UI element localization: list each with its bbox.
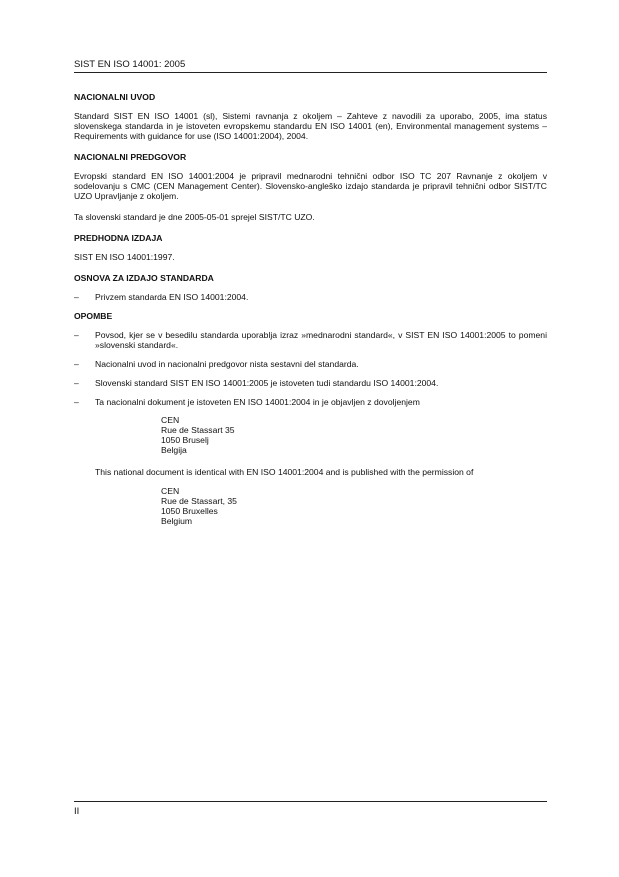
list-item: [74, 397, 547, 455]
address-line: CEN: [161, 486, 180, 496]
page-number: II: [74, 806, 80, 817]
address-line: CEN: [161, 415, 180, 425]
dash-bullet: –: [74, 397, 79, 407]
list-item: [74, 330, 547, 350]
list-item-text: Privzem standarda EN ISO 14001:2004.: [95, 292, 249, 302]
address-sl: [161, 415, 547, 455]
address-line: Rue de Stassart, 35: [161, 496, 237, 506]
list-osnova: [74, 292, 547, 302]
dash-bullet: –: [74, 330, 79, 340]
address-line: Belgium: [161, 516, 193, 526]
footer-rule: [74, 801, 547, 802]
list-item-text: Slovenski standard SIST EN ISO 14001:2005 je istoveten tudi standardu ISO 14001:2004.: [95, 378, 439, 388]
paragraph-predgovor-1: Evropski standard EN ISO 14001:2004 je pripravil mednarodni tehnični odbor ISO TC 207 Ravnanje z okoljem v sodelovanju s CMC (CEN Management Center). Slovensko-angleško izdajo standarda je pripravil tehnični odbor SIST/TC UZO Upravljanje z okoljem.: [74, 171, 547, 201]
address-line: Rue de Stassart 35: [161, 425, 235, 435]
list-item-text: Povsod, kjer se v besedilu standarda uporablja izraz »mednarodni standard«, v SIST EN ISO 14001:2005 to pomeni »slovenski standard«.: [95, 330, 547, 350]
list-item: [74, 292, 547, 302]
heading-osnova: OSNOVA ZA IZDAJO STANDARDA: [74, 273, 214, 283]
heading-nacionalni-predgovor: NACIONALNI PREDGOVOR: [74, 152, 187, 162]
paragraph-nacionalni-uvod: Standard SIST EN ISO 14001 (sl), Sistemi ravnanja z okoljem – Zahteve z navodili za uporabo, 2005, ima status slovenskega standarda in je istoveten evropskemu standardu EN ISO 14001 (en), Environmental management systems – Requirements with guidance for use (ISO 14001:2004), 2004.: [74, 111, 547, 141]
list-opombe: [74, 330, 547, 455]
list-item: [74, 359, 547, 369]
list-item-text: Nacionalni uvod in nacionalni predgovor nista sestavni del standarda.: [95, 359, 359, 369]
dash-bullet: –: [74, 378, 79, 388]
list-item: [74, 378, 547, 388]
header-rule: [74, 72, 547, 73]
address-line: Belgija: [161, 445, 187, 455]
address-line: 1050 Bruselj: [161, 435, 209, 445]
note-english: This national document is identical with EN ISO 14001:2004 and is published with the permission of: [95, 467, 474, 477]
paragraph-predhodna-izdaja: SIST EN ISO 14001:1997.: [74, 252, 175, 262]
list-item-text: Ta nacionalni dokument je istoveten EN ISO 14001:2004 in je objavljen z dovoljenjem: [95, 397, 420, 407]
dash-bullet: –: [74, 359, 79, 369]
address-line: 1050 Bruxelles: [161, 506, 218, 516]
dash-bullet: –: [74, 292, 79, 302]
heading-nacionalni-uvod: NACIONALNI UVOD: [74, 92, 156, 102]
heading-opombe: OPOMBE: [74, 311, 113, 321]
address-en: [161, 486, 547, 526]
header-standard-id: SIST EN ISO 14001: 2005: [74, 59, 186, 70]
heading-predhodna-izdaja: PREDHODNA IZDAJA: [74, 233, 163, 243]
paragraph-predgovor-2: Ta slovenski standard je dne 2005-05-01 sprejel SIST/TC UZO.: [74, 212, 315, 222]
page-content: [74, 92, 547, 538]
